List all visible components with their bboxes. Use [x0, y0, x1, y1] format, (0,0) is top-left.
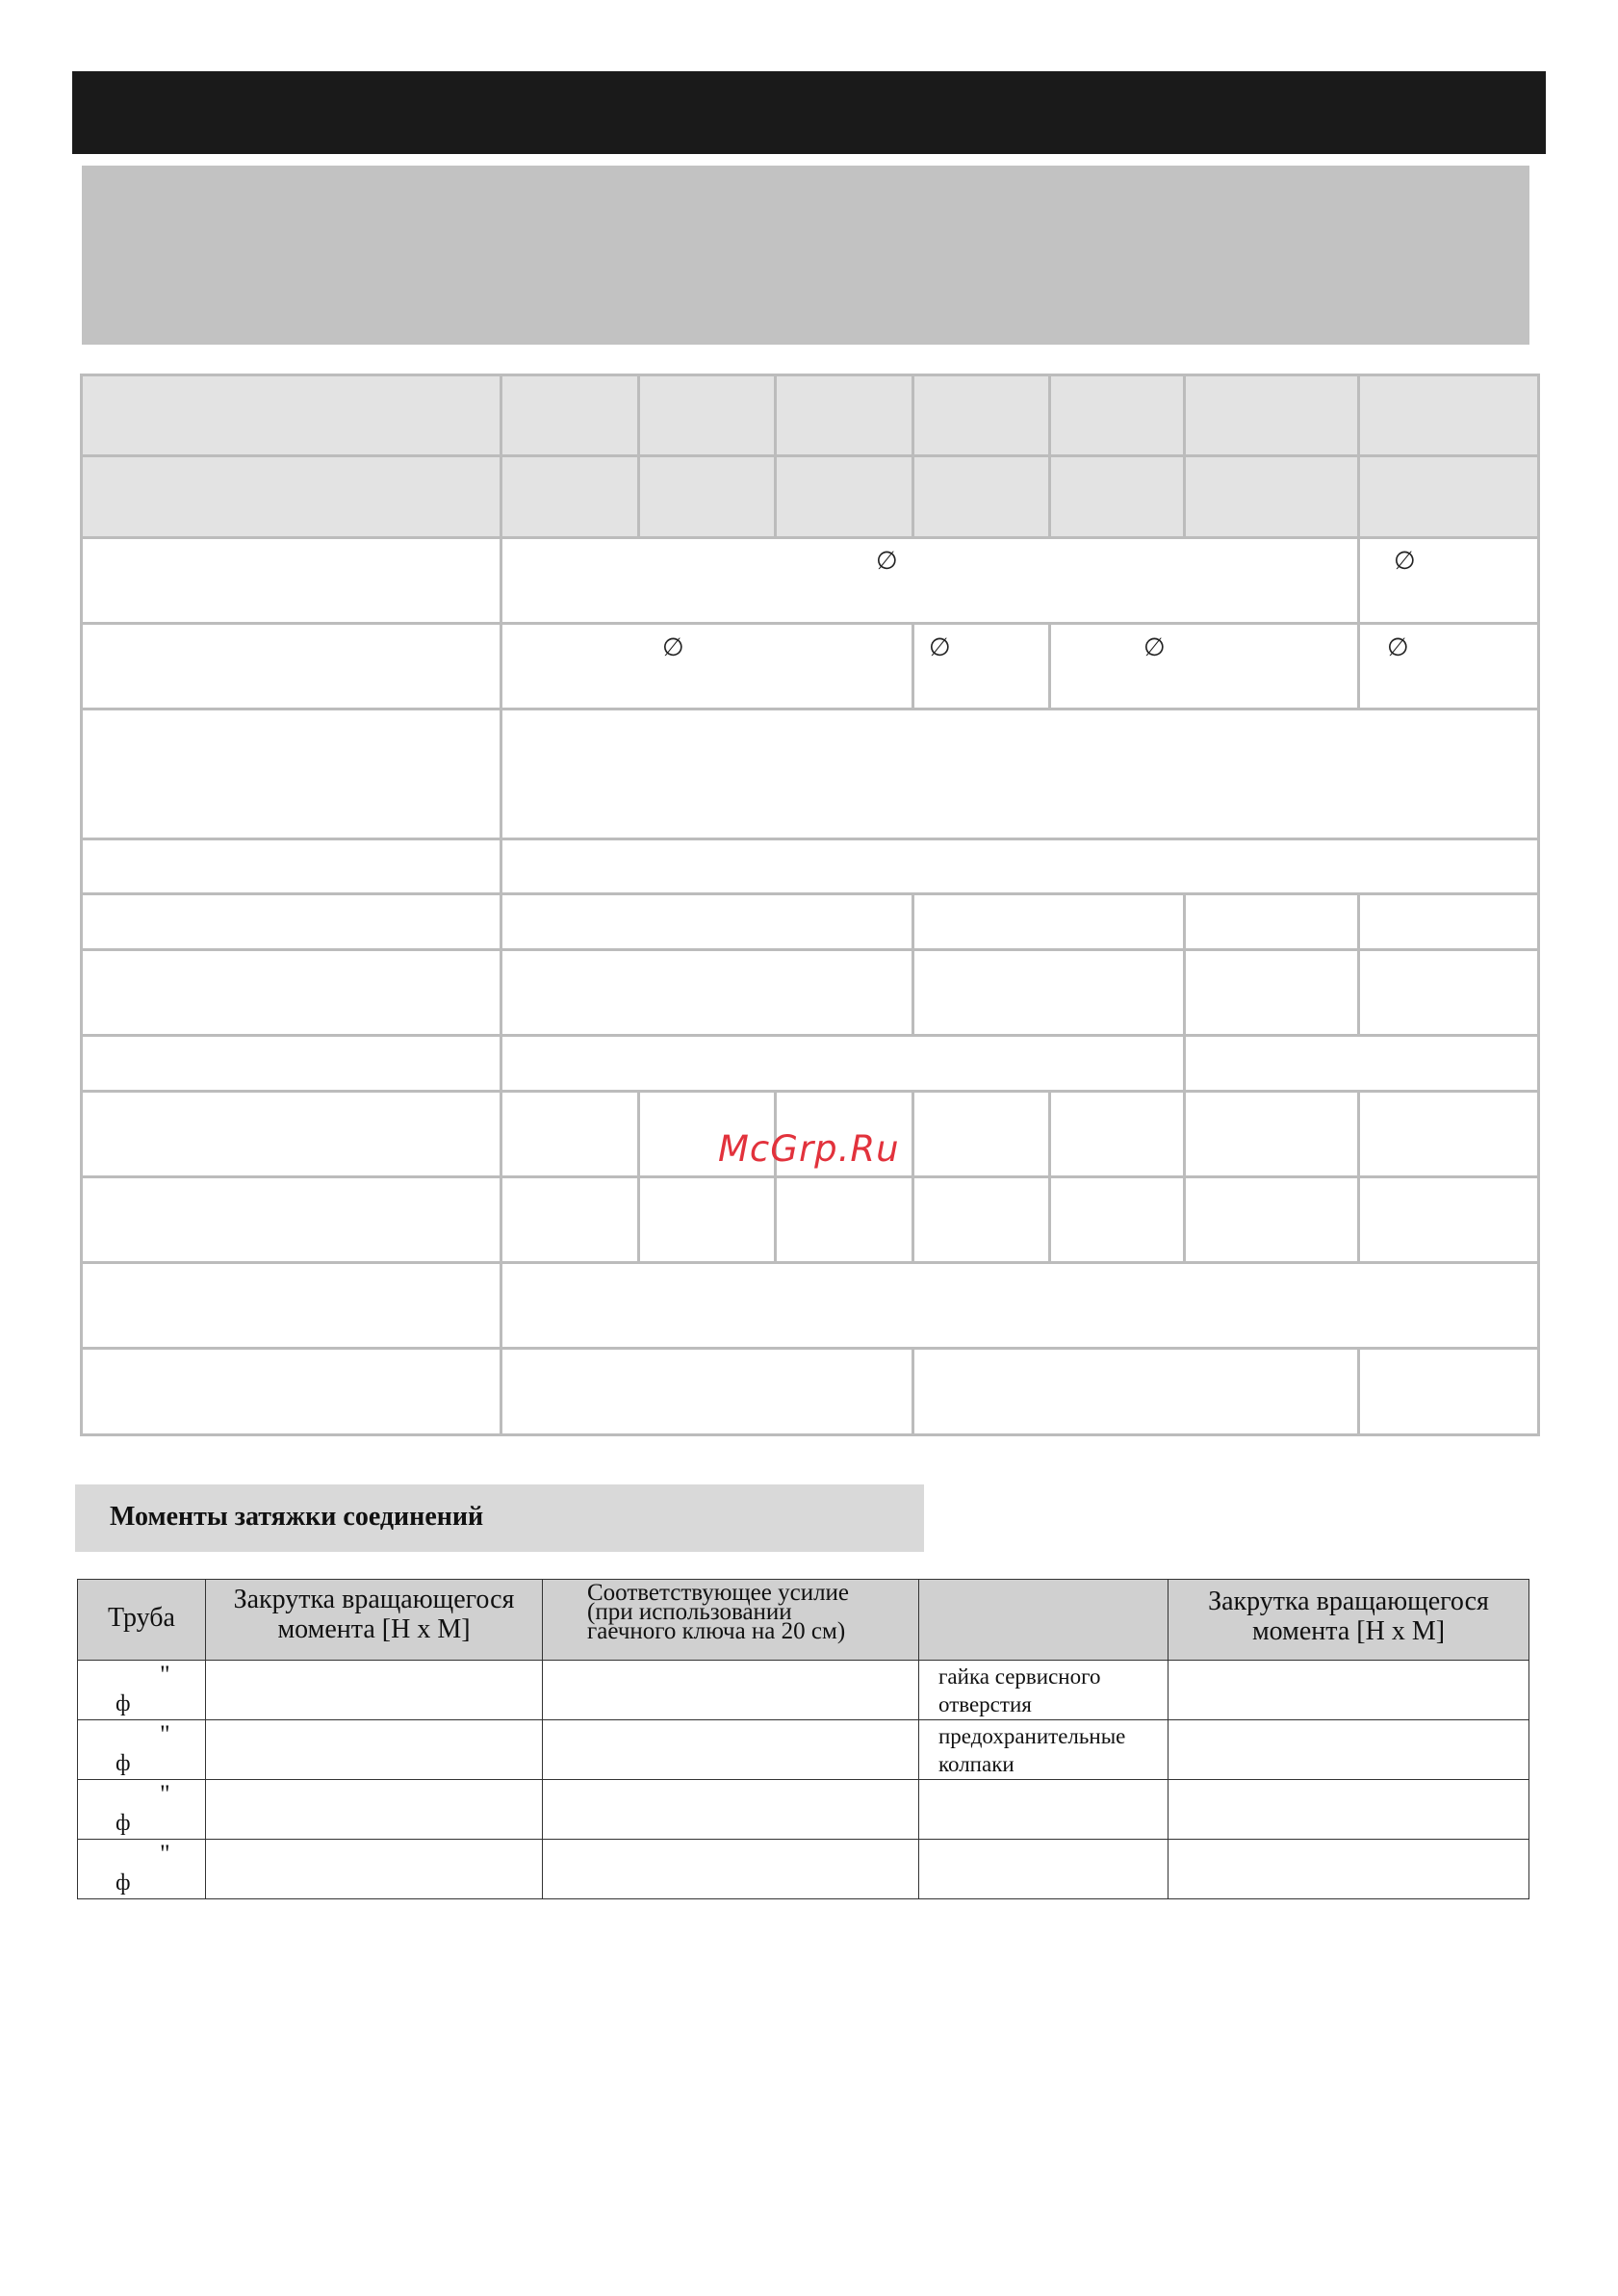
spec-cell — [912, 1090, 1051, 1178]
header-torque2-line2: момента [Н х М] — [1251, 1616, 1446, 1646]
header-torque-line1: Закрутка вращающегося — [233, 1585, 515, 1614]
diameter-symbol: ∅ — [929, 633, 951, 662]
spec-header-cell — [1183, 454, 1360, 539]
spec-cell — [912, 1347, 1360, 1436]
header-force-line3: гаечного ключа на 20 см) — [587, 1618, 846, 1644]
part-cell — [919, 1840, 1169, 1899]
spec-cell — [500, 1261, 1540, 1350]
torque-table-header — [78, 1580, 1529, 1661]
spec-cell — [1357, 1175, 1540, 1264]
spec-header-cell — [774, 374, 914, 457]
diameter-symbol: ∅ — [1394, 547, 1416, 576]
spec-cell — [1357, 536, 1540, 625]
torque-table — [77, 1579, 1529, 1899]
spec-header-cell — [774, 454, 914, 539]
part-cell — [919, 1780, 1169, 1840]
phi-mark: ф — [116, 1751, 131, 1776]
title-panel — [82, 166, 1529, 345]
spec-header-cell — [500, 454, 640, 539]
header-torque2-line1: Закрутка вращающегося — [1208, 1587, 1489, 1616]
spec-cell — [912, 1175, 1051, 1264]
spec-label-cell — [80, 536, 502, 625]
torque2-cell — [1169, 1840, 1529, 1899]
diameter-symbol: ∅ — [662, 633, 684, 662]
spec-cell — [1048, 1090, 1186, 1178]
phi-mark: ф — [116, 1870, 131, 1896]
watermark-text: McGrp.Ru — [718, 1128, 900, 1170]
part-cell — [919, 1661, 1169, 1720]
phi-mark: ф — [116, 1691, 131, 1716]
header-part-label — [919, 1580, 1168, 1592]
spec-cell — [1183, 1090, 1360, 1178]
spec-cell — [500, 708, 1540, 840]
pipe-size-cell — [78, 1720, 206, 1780]
spec-cell — [1357, 948, 1540, 1037]
torque-cell — [206, 1661, 543, 1720]
spec-label-cell — [80, 948, 502, 1037]
spec-cell — [500, 536, 1360, 625]
header-force-line2: (при использовании — [587, 1599, 792, 1625]
spec-header-cell — [1357, 454, 1540, 539]
spec-cell — [500, 892, 914, 951]
pipe-size-cell — [78, 1840, 206, 1899]
diameter-symbol: ∅ — [1387, 633, 1409, 662]
torque2-cell — [1169, 1720, 1529, 1780]
spec-cell — [637, 1175, 777, 1264]
part-cell — [919, 1720, 1169, 1780]
spec-cell — [500, 838, 1540, 895]
spec-header-cell — [1357, 374, 1540, 457]
spec-label-cell — [80, 622, 502, 710]
spec-cell — [912, 948, 1186, 1037]
phi-mark: ф — [116, 1811, 131, 1836]
spec-cell — [500, 1175, 640, 1264]
spec-header-cell — [637, 454, 777, 539]
spec-cell — [1357, 1090, 1540, 1178]
spec-header-cell — [80, 374, 502, 457]
spec-label-cell — [80, 1034, 502, 1093]
header-pipe — [78, 1580, 206, 1661]
header-torque — [206, 1580, 543, 1661]
pipe-size-cell — [78, 1780, 206, 1840]
torque2-cell — [1169, 1661, 1529, 1720]
spec-cell — [500, 1034, 1186, 1093]
part-line1: гайка сервисного — [938, 1664, 1101, 1689]
force-cell — [543, 1661, 919, 1720]
pipe-size-cell — [78, 1661, 206, 1720]
header-force — [543, 1580, 919, 1661]
force-cell — [543, 1780, 919, 1840]
header-torque-line2: момента [Н х М] — [277, 1614, 471, 1644]
spec-header-cell — [1048, 454, 1186, 539]
spec-cell — [500, 948, 914, 1037]
spec-cell — [1357, 1347, 1540, 1436]
header-torque-2 — [1169, 1580, 1529, 1661]
torque-cell — [206, 1780, 543, 1840]
spec-header-cell — [1183, 374, 1360, 457]
inch-mark: " — [160, 1661, 170, 1689]
header-bar — [72, 71, 1546, 154]
spec-label-cell — [80, 1090, 502, 1178]
force-cell — [543, 1840, 919, 1899]
torque-section-header — [75, 1484, 924, 1552]
spec-cell — [1183, 1175, 1360, 1264]
header-part — [919, 1580, 1169, 1661]
spec-cell — [1183, 1034, 1540, 1093]
spec-cell — [500, 622, 914, 710]
spec-cell — [1357, 622, 1540, 710]
spec-cell — [1048, 1175, 1186, 1264]
inch-mark: " — [160, 1780, 170, 1808]
spec-label-cell — [80, 1347, 502, 1436]
spec-cell — [774, 1175, 914, 1264]
section-title: Моменты затяжки соединений — [110, 1502, 484, 1532]
spec-cell — [1183, 892, 1360, 951]
spec-label-cell — [80, 838, 502, 895]
spec-header-cell — [912, 454, 1051, 539]
torque-cell — [206, 1840, 543, 1899]
spec-header-cell — [637, 374, 777, 457]
torque2-cell — [1169, 1780, 1529, 1840]
spec-label-cell — [80, 1261, 502, 1350]
spec-cell — [1357, 892, 1540, 951]
spec-header-cell — [80, 454, 502, 539]
spec-header-cell — [1048, 374, 1186, 457]
force-cell — [543, 1720, 919, 1780]
diameter-symbol: ∅ — [1143, 633, 1166, 662]
spec-label-cell — [80, 892, 502, 951]
spec-label-cell — [80, 1175, 502, 1264]
table-row — [78, 1720, 1529, 1780]
spec-cell — [1183, 948, 1360, 1037]
part-line2: колпаки — [938, 1752, 1014, 1776]
table-row — [78, 1840, 1529, 1899]
diameter-symbol: ∅ — [876, 547, 898, 576]
spec-cell — [500, 1347, 914, 1436]
table-row — [78, 1780, 1529, 1840]
inch-mark: " — [160, 1720, 170, 1748]
torque-cell — [206, 1720, 543, 1780]
part-line1: предохранительные — [938, 1724, 1126, 1748]
spec-label-cell — [80, 708, 502, 840]
spec-cell — [500, 1090, 640, 1178]
spec-header-cell — [500, 374, 640, 457]
spec-cell — [912, 892, 1186, 951]
part-line2: отверстия — [938, 1692, 1032, 1716]
spec-cell — [1048, 622, 1360, 710]
spec-header-cell — [912, 374, 1051, 457]
header-pipe-label: Труба — [108, 1603, 175, 1633]
table-row — [78, 1661, 1529, 1720]
inch-mark: " — [160, 1840, 170, 1868]
header-force-line1: Соответствующее усилие — [587, 1580, 850, 1606]
